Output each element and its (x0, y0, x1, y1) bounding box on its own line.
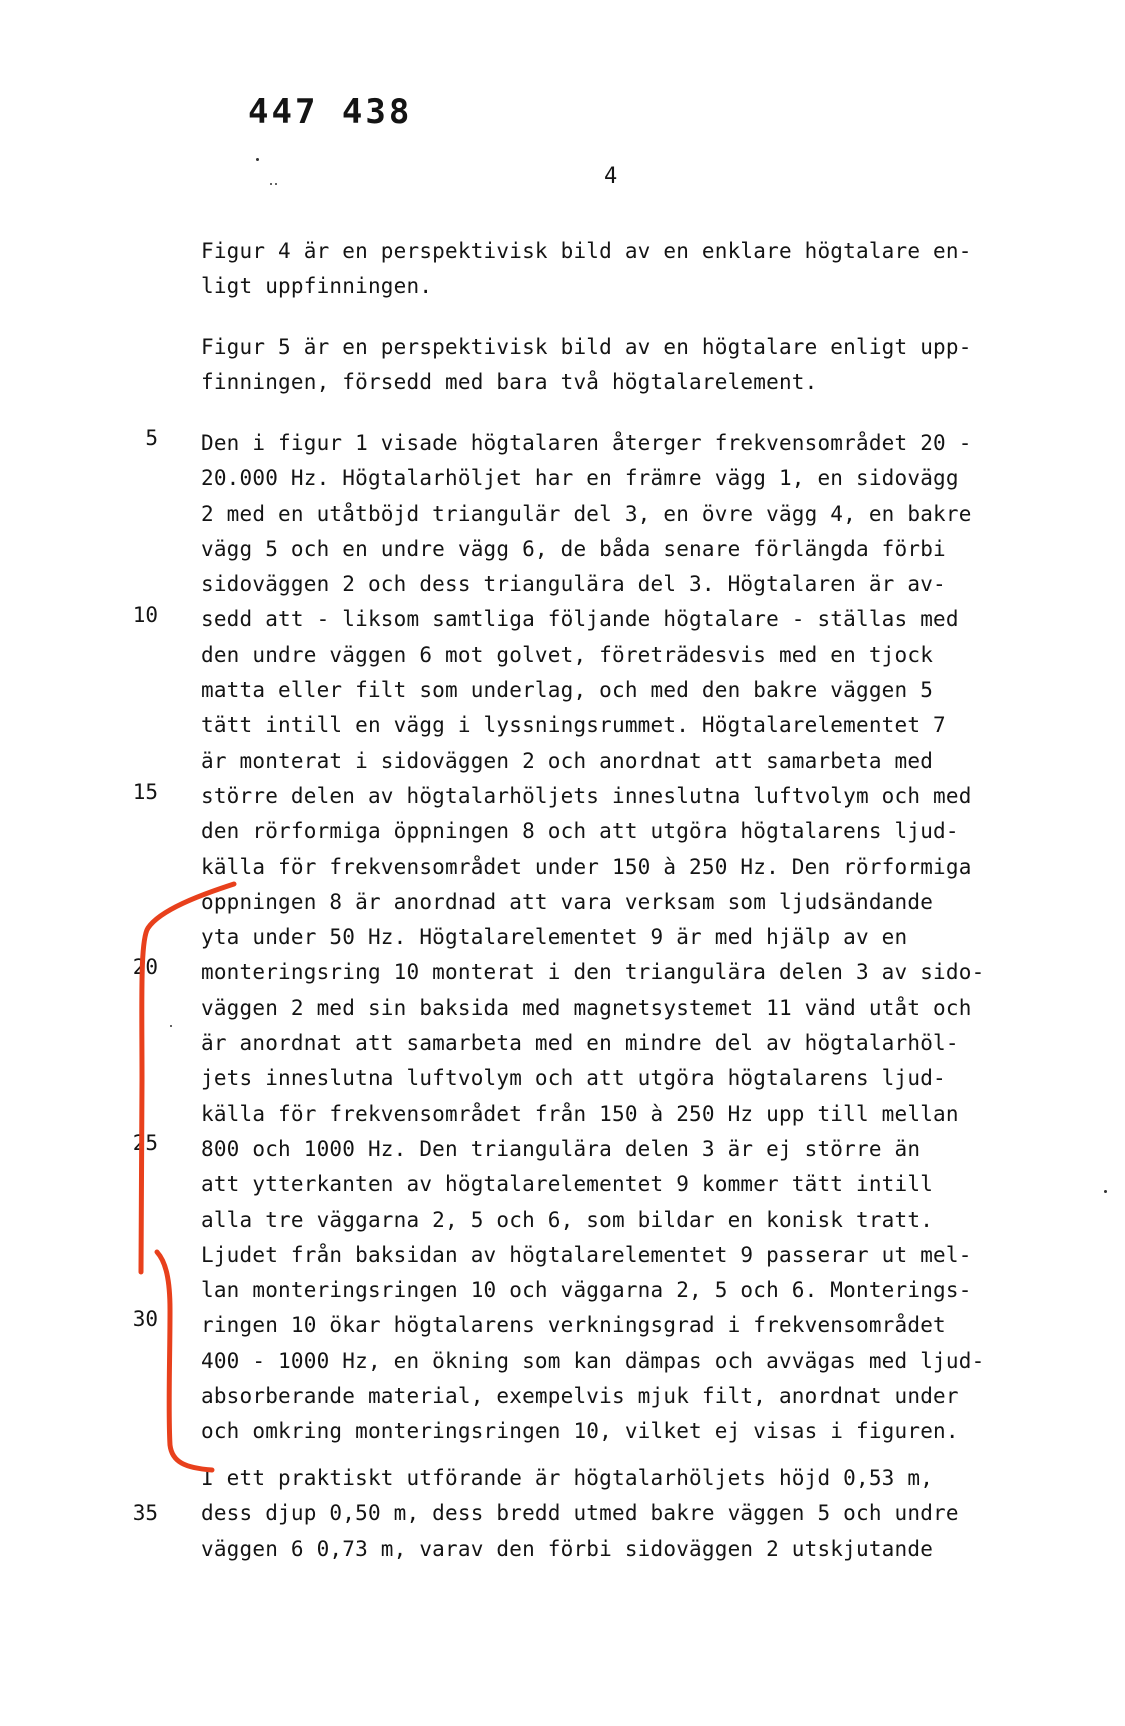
speck (270, 183, 272, 185)
text-line: sedd att - liksom samtliga följande högtalare - ställas med (201, 607, 959, 632)
line-number: 35 (132, 1501, 158, 1525)
text-line: I ett praktiskt utförande är högtalarhöljets höjd 0,53 m, (201, 1466, 934, 1490)
text-line: jets inneslutna luftvolym och att utgöra högtalarens ljud- (201, 1066, 946, 1091)
text-line: finningen, försedd med bara två högtalarelement. (201, 370, 818, 395)
text-line: 800 och 1000 Hz. Den triangulära delen 3 är ej större än (201, 1136, 921, 1161)
text-line: den undre väggen 6 mot golvet, företrädesvis med en tjock (201, 642, 934, 667)
text-line: öppningen 8 är anordnad att vara verksam som ljudsändande (201, 889, 934, 914)
paragraph-practical-embodiment (201, 1461, 1081, 1567)
line-number: 20 (132, 955, 158, 979)
text-line: 20.000 Hz. Högtalarhöljet har en främre vägg 1, en sidovägg (201, 466, 959, 491)
line-number: 25 (132, 1131, 158, 1155)
text-line: yta under 50 Hz. Högtalarelementet 9 är med hjälp av en (201, 925, 908, 950)
text-line: väggen 6 0,73 m, varav den förbi sidoväggen 2 utskjutande (201, 1536, 934, 1561)
text-line: att ytterkanten av högtalarelementet 9 kommer tätt intill (201, 1172, 934, 1197)
text-line: monteringsring 10 monterat i den triangulära delen 3 av sido- (201, 960, 985, 985)
text-line: vägg 5 och en undre vägg 6, de båda senare förlängda förbi (201, 536, 946, 561)
speck (256, 158, 259, 161)
speck (170, 1025, 172, 1027)
text-line: och omkring monteringsringen 10, vilket ej visas i figuren. (201, 1419, 959, 1444)
text-line: den rörformiga öppningen 8 och att utgöra högtalarens ljud- (201, 819, 959, 844)
speck (1104, 1190, 1107, 1193)
speck (275, 183, 277, 185)
document-number: 447 438 (248, 92, 413, 132)
text-line: ringen 10 ökar högtalarens verkningsgrad i frekvensområdet (201, 1313, 946, 1338)
text-line: Ljudet från baksidan av högtalarelementet 9 passerar ut mel- (201, 1242, 972, 1267)
text-line: Figur 4 är en perspektivisk bild av en enklare högtalare en- (201, 239, 972, 263)
text-line: matta eller filt som underlag, och med den bakre väggen 5 (201, 678, 934, 703)
line-number: 15 (132, 780, 158, 804)
text-line: lan monteringsringen 10 och väggarna 2, 5 och 6. Monterings- (201, 1278, 972, 1303)
text-line: alla tre väggarna 2, 5 och 6, som bildar en konisk tratt. (201, 1207, 934, 1232)
text-line: är anordnat att samarbeta med en mindre del av högtalarhöl- (201, 1031, 959, 1056)
text-line: är monterat i sidoväggen 2 och anordnat att samarbeta med (201, 748, 934, 773)
text-line: Den i figur 1 visade högtalaren återger frekvensområdet 20 - (201, 431, 972, 455)
paragraph-figure-4 (201, 234, 1081, 305)
text-line: 400 - 1000 Hz, en ökning som kan dämpas och avvägas med ljud- (201, 1348, 985, 1373)
text-line: absorberande material, exempelvis mjuk filt, anordnat under (201, 1384, 959, 1409)
paragraph-figure-5 (201, 330, 1081, 401)
text-line: Figur 5 är en perspektivisk bild av en högtalare enligt upp- (201, 335, 972, 359)
text-line: större delen av högtalarhöljets inneslutna luftvolym och med (201, 783, 972, 808)
text-line: källa för frekvensområdet från 150 à 250 Hz upp till mellan (201, 1101, 959, 1126)
text-line: dess djup 0,50 m, dess bredd utmed bakre väggen 5 och undre (201, 1501, 959, 1526)
page-number: 4 (604, 164, 618, 189)
text-line: väggen 2 med sin baksida med magnetsystemet 11 vänd utåt och (201, 995, 972, 1020)
text-line: ligt uppfinningen. (201, 274, 433, 299)
text-line: sidoväggen 2 och dess triangulära del 3. Högtalaren är av- (201, 572, 946, 597)
text-line: källa för frekvensområdet under 150 à 250 Hz. Den rörformiga (201, 854, 972, 879)
text-line: 2 med en utåtböjd triangulär del 3, en övre vägg 4, en bakre (201, 501, 972, 526)
line-number: 10 (132, 603, 158, 627)
text-line: tätt intill en vägg i lyssningsrummet. Högtalarelementet 7 (201, 713, 946, 738)
paragraph-description (201, 426, 1081, 1450)
line-number: 5 (145, 426, 158, 450)
line-number: 30 (132, 1307, 158, 1331)
